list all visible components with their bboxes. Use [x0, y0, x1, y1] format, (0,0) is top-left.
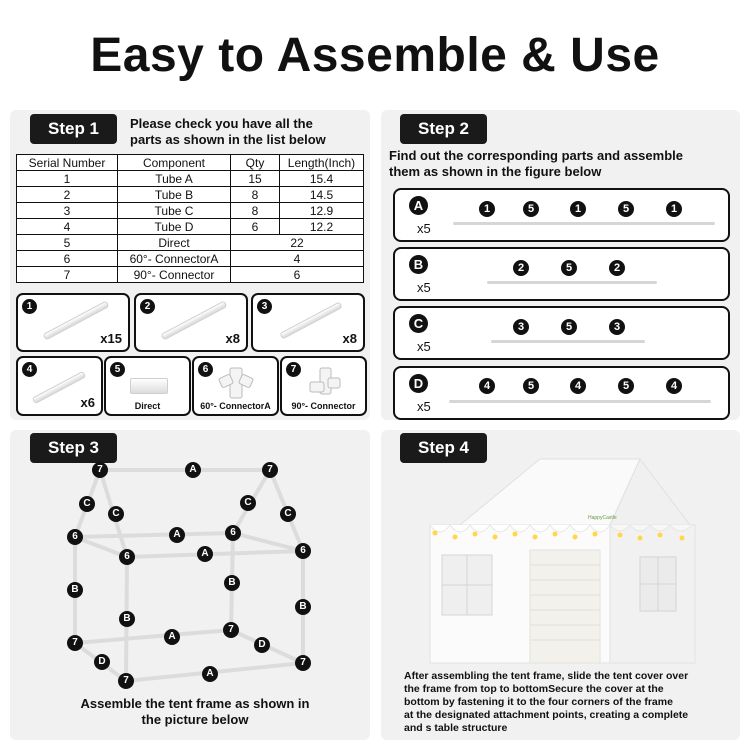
step1-tag: Step 1: [30, 114, 117, 144]
table-cell: 8: [231, 187, 280, 203]
step4-tag: Step 4: [400, 433, 487, 463]
frame-node-a: A: [185, 462, 201, 478]
frame-node-7: 7: [67, 635, 83, 651]
tent-image: [420, 455, 710, 665]
step4-caption-line4: at the designated attachment points, creating a complete: [404, 709, 689, 721]
table-cell: 12.9: [280, 203, 364, 219]
step4-caption: [404, 670, 734, 735]
step2-note-line1: Find out the corresponding parts and assemble: [389, 148, 683, 163]
step1-note-line2: parts as shown in the list below: [130, 132, 326, 147]
table-cell: 15.4: [280, 171, 364, 187]
step3-caption-line1: Assemble the tent frame as shown in: [80, 696, 310, 711]
part-caption: 90°- Connector: [291, 401, 356, 411]
table-header: Length(Inch): [280, 155, 364, 171]
part-badge: 5: [618, 378, 634, 394]
part-number-badge: 4: [22, 362, 37, 377]
step3-caption: [45, 696, 345, 728]
table-cell: Tube C: [118, 203, 231, 219]
part-badge: 1: [479, 201, 495, 217]
brand-logo: HappyCastle: [588, 515, 617, 521]
table-cell: 4: [17, 219, 118, 235]
part-qty: x8: [342, 331, 357, 346]
part-badge: 4: [666, 378, 682, 394]
table-cell: 14.5: [280, 187, 364, 203]
page-title: Easy to Assemble & Use: [90, 29, 660, 82]
row-count: x5: [417, 399, 431, 414]
frame-node-6: 6: [67, 529, 83, 545]
table-cell: 8: [231, 203, 280, 219]
frame-node-6: 6: [225, 525, 241, 541]
table-cell: Tube B: [118, 187, 231, 203]
table-cell: Direct: [118, 235, 231, 251]
row-letter: A: [409, 196, 428, 215]
table-cell: 2: [17, 187, 118, 203]
frame-node-c: C: [240, 495, 256, 511]
step3-caption-line2: the picture below: [141, 712, 249, 727]
frame-node-b: B: [67, 582, 83, 598]
table-cell: 15: [231, 171, 280, 187]
frame-node-6: 6: [295, 543, 311, 559]
part-badge: 5: [561, 319, 577, 335]
part-badge: 4: [570, 378, 586, 394]
row-count: x5: [417, 221, 431, 236]
frame-node-b: B: [119, 611, 135, 627]
frame-node-a: A: [169, 527, 185, 543]
part-number-badge: 3: [257, 299, 272, 314]
frame-node-d: D: [254, 637, 270, 653]
part-qty: x6: [80, 395, 95, 410]
part-caption: 60°- ConnectorA: [200, 401, 271, 411]
part-badge: 5: [618, 201, 634, 217]
part-caption: Direct: [134, 401, 161, 411]
row-count: x5: [417, 280, 431, 295]
step4-caption-line2: the frame from top to bottomSecure the cover at the: [404, 683, 664, 695]
part-qty: x8: [225, 331, 240, 346]
frame-node-d: D: [94, 654, 110, 670]
part-number-badge: 7: [286, 362, 301, 377]
table-cell: 1: [17, 171, 118, 187]
part-badge: 1: [570, 201, 586, 217]
frame-node-7: 7: [295, 655, 311, 671]
table-header: Serial Number: [17, 155, 118, 171]
table-cell: 60°- ConnectorA: [118, 251, 231, 267]
table-cell: 5: [17, 235, 118, 251]
table-cell: 90°- Connector: [118, 267, 231, 283]
table-cell: 6: [231, 219, 280, 235]
part-number-badge: 6: [198, 362, 213, 377]
table-cell: 7: [17, 267, 118, 283]
part-badge: 5: [523, 378, 539, 394]
part-badge: 4: [479, 378, 495, 394]
row-letter: C: [409, 314, 428, 333]
part-badge: 2: [513, 260, 529, 276]
frame-node-7: 7: [92, 462, 108, 478]
part-badge: 1: [666, 201, 682, 217]
part-badge: 3: [513, 319, 529, 335]
step4-caption-line5: and s table structure: [404, 722, 508, 734]
step4-caption-line3: bottom by fastening it to the four corners of the frame: [404, 696, 673, 708]
part-number-badge: 2: [140, 299, 155, 314]
table-cell: 6: [17, 251, 118, 267]
frame-node-b: B: [224, 575, 240, 591]
table-cell: 22: [231, 235, 364, 251]
table-cell: 12.2: [280, 219, 364, 235]
table-cell: 6: [231, 267, 364, 283]
table-cell: Tube D: [118, 219, 231, 235]
step2-note-line2: them as shown in the figure below: [389, 164, 602, 179]
frame-node-a: A: [164, 629, 180, 645]
step1-note-line1: Please check you have all the: [130, 116, 313, 131]
part-badge: 2: [609, 260, 625, 276]
step4-caption-line1: After assembling the tent frame, slide the tent cover over: [404, 670, 689, 682]
table-cell: 3: [17, 203, 118, 219]
frame-node-c: C: [108, 506, 124, 522]
table-header: Qty: [231, 155, 280, 171]
frame-node-7: 7: [223, 622, 239, 638]
table-header: Component: [118, 155, 231, 171]
frame-node-7: 7: [118, 673, 134, 689]
part-number-badge: 5: [110, 362, 125, 377]
part-qty: x15: [100, 331, 122, 346]
frame-node-a: A: [202, 666, 218, 682]
part-badge: 5: [561, 260, 577, 276]
row-letter: B: [409, 255, 428, 274]
step3-tag: Step 3: [30, 433, 117, 463]
row-letter: D: [409, 374, 428, 393]
frame-node-6: 6: [119, 549, 135, 565]
step2-tag: Step 2: [400, 114, 487, 144]
frame-node-c: C: [79, 496, 95, 512]
row-count: x5: [417, 339, 431, 354]
frame-node-7: 7: [262, 462, 278, 478]
part-number-badge: 1: [22, 299, 37, 314]
part-badge: 3: [609, 319, 625, 335]
frame-node-c: C: [280, 506, 296, 522]
table-cell: 4: [231, 251, 364, 267]
table-cell: Tube A: [118, 171, 231, 187]
frame-node-b: B: [295, 599, 311, 615]
part-badge: 5: [523, 201, 539, 217]
frame-node-a: A: [197, 546, 213, 562]
